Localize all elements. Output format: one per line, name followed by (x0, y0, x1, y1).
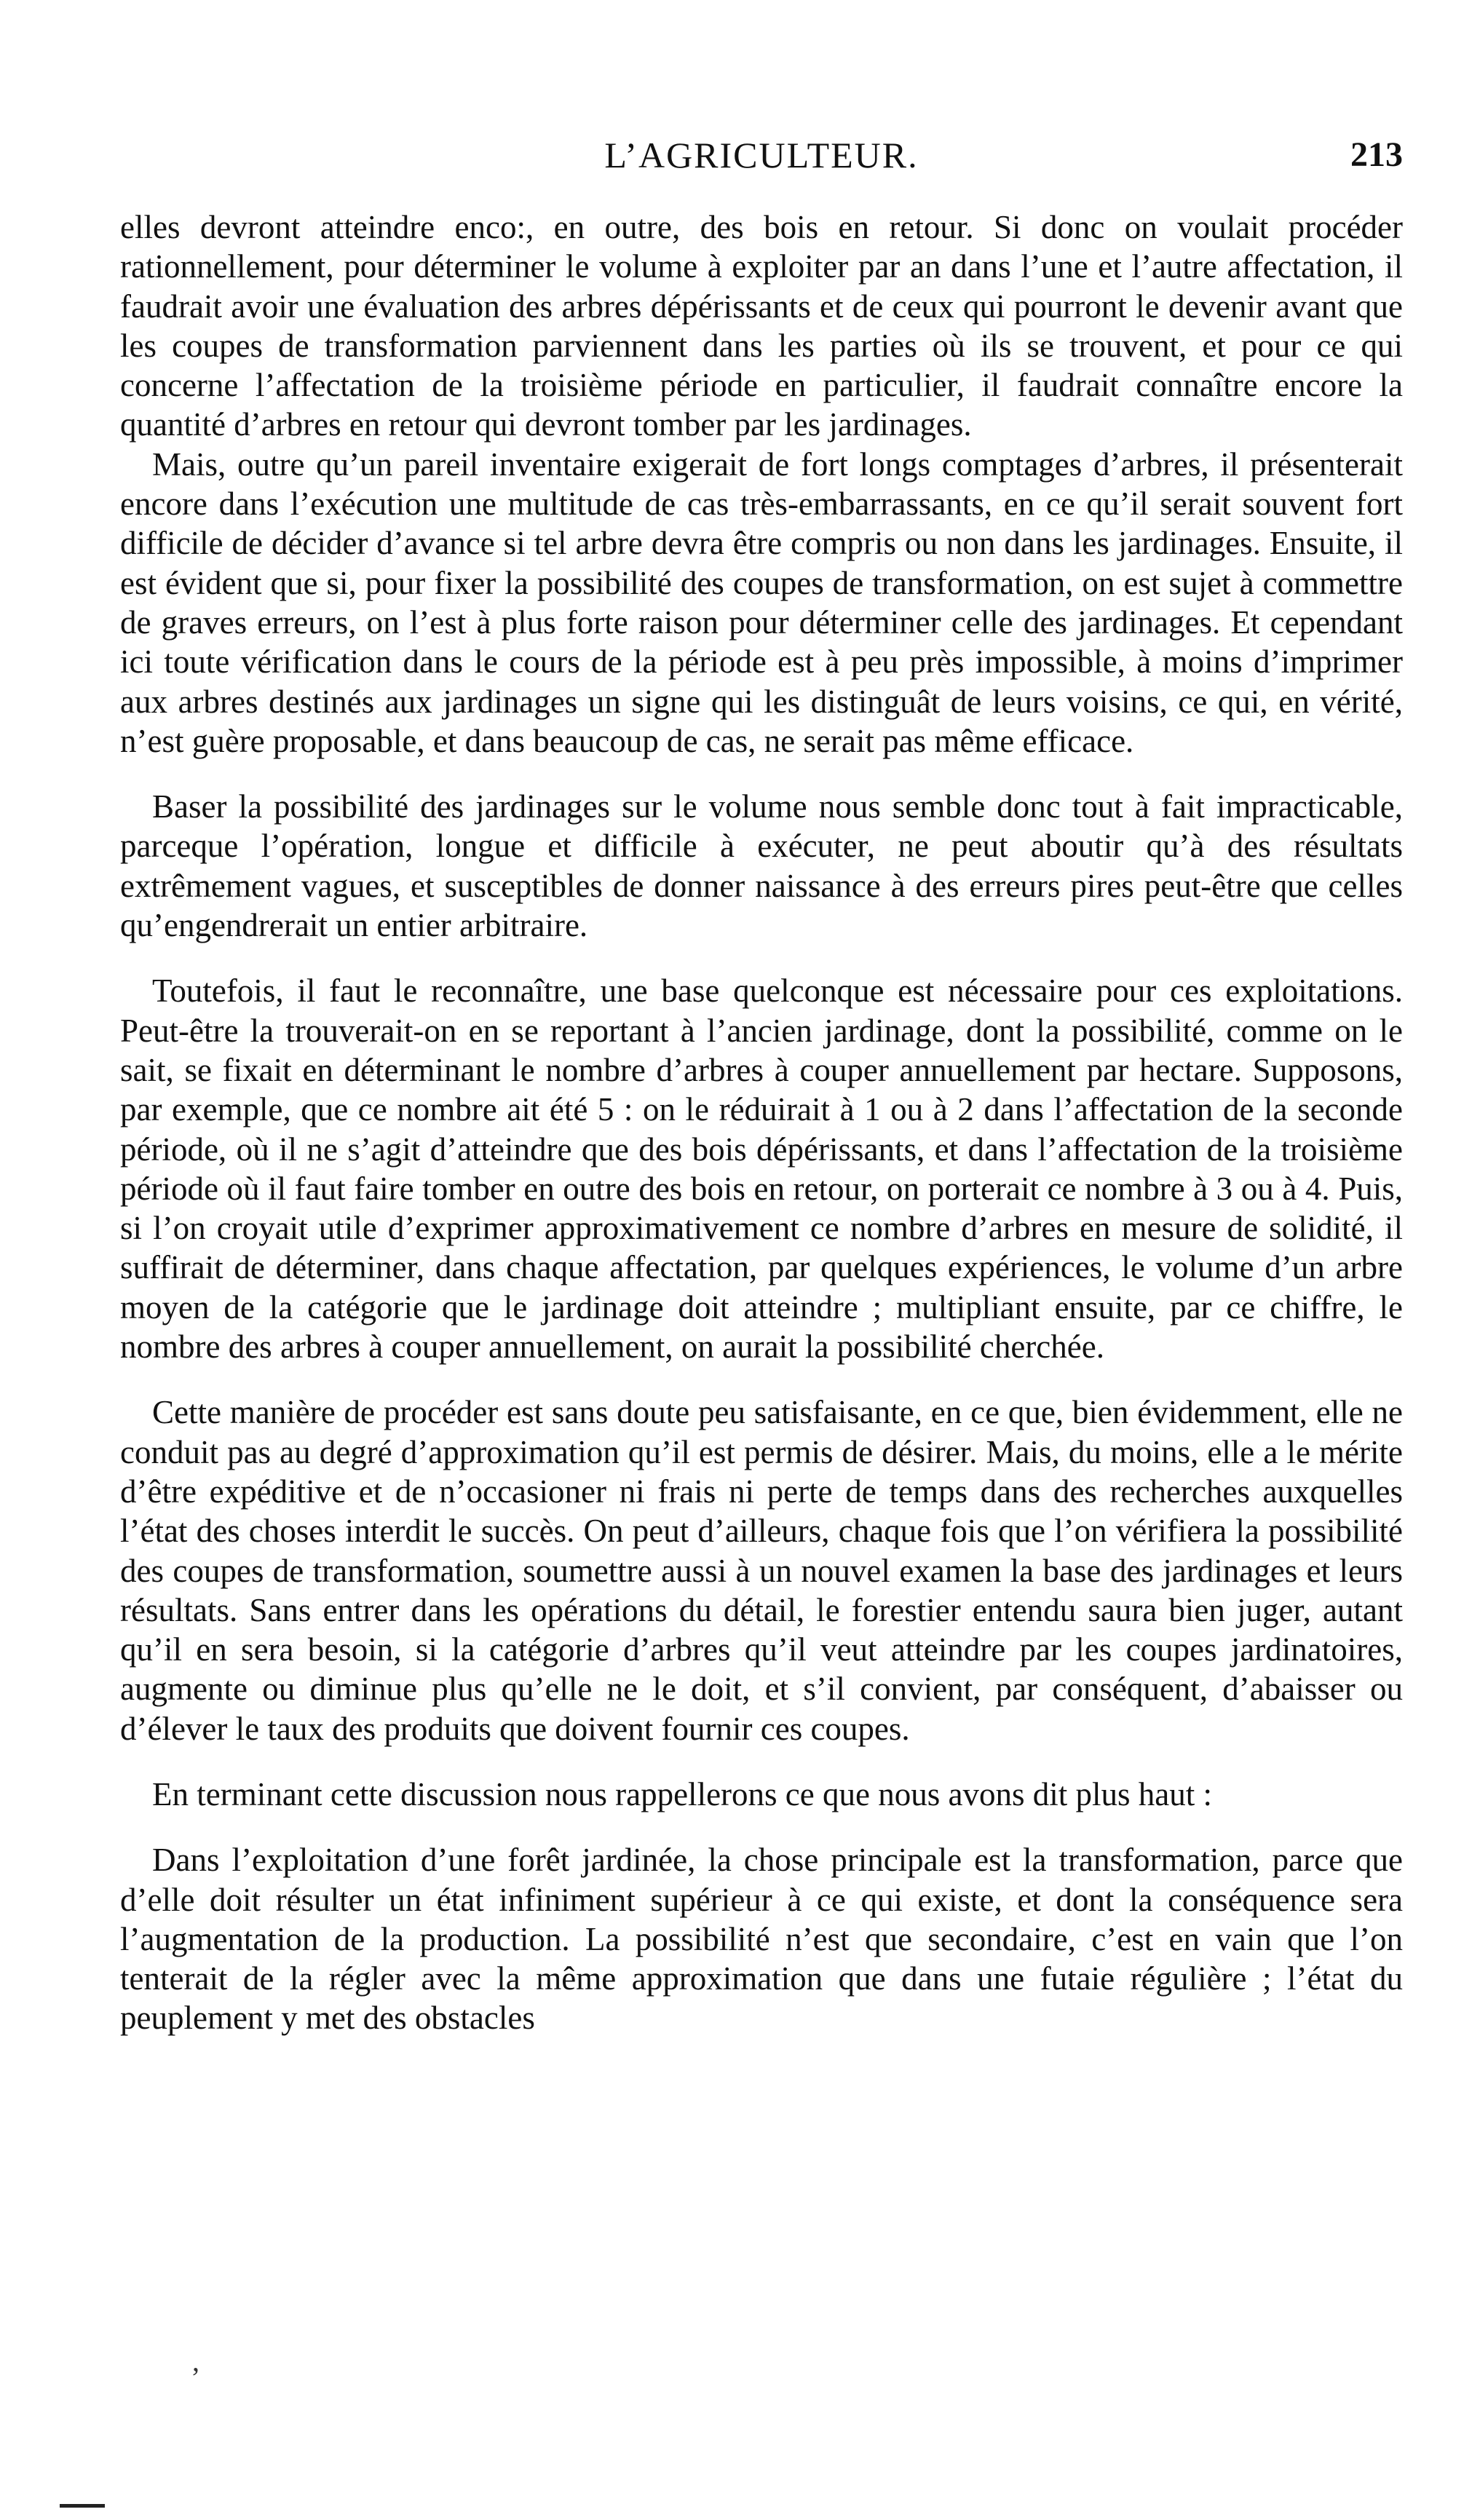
paragraph-1: elles devront atteindre enco​:, en outre, des bois en retour. Si donc on voulait procéder rationnellement, pour déterminer le volume à exploiter par an dans l’une et l’autre affectation, il faudrait avoir une évaluation des arbres dépérissants et de ceux qui pourront le devenir avant que les coupes de transformation parviennent dans les parties où ils se trouvent, et pour ce qui concerne l’affectation de la troisième période en particulier, il faudrait connaître encore la quantité d’arbres en retour qui devront tomber par les jardinages. (120, 209, 1403, 443)
paragraph-6: En terminant cette discussion nous rappellerons ce que nous avons dit plus haut : (152, 1775, 1212, 1812)
paragraph-2: Mais, outre qu’un pareil inventaire exigerait de fort longs comptages d’arbres, il présenterait encore dans l’exécution une multitude de cas très-embarrassants, en ce qu’il serait souvent fort difficile de décider d’avance si tel arbre devra être compris ou non dans les jardinages. Ensuite, il est évident que si, pour fixer la possibilité des coupes de transformation, on est sujet à commettre de graves erreurs, on l’est à plus forte raison pour déterminer celle des jardinages. Et cependant ici toute vérification dans le cours de la période est à peu près impossible, à moins d’imprimer aux arbres destinés aux jardinages un signe qui les distinguât de leurs voisins, ce qui, en vérité, n’est guère proposable, et dans beaucoup de cas, ne serait pas même efficace. (120, 445, 1403, 759)
body-text (120, 207, 1403, 2038)
stray-mark: ʼ (191, 2361, 201, 2394)
paragraph-7: Dans l’exploitation d’une forêt jardinée, la chose principale est la transformation, parce que d’elle doit résulter un état infiniment supérieur à ce qui existe, et dont la conséquence sera l’augmentation de la production. La possibilité n’est que secondaire, c’est en vain que l’on tenterait de la régler avec la même approximation que dans une futaie régulière ; l’état du peuplement y met des obstacles (120, 1842, 1403, 2037)
page-header (120, 130, 1403, 181)
page-number: 213 (1350, 135, 1403, 174)
running-title: L’AGRICULTEUR. (604, 135, 919, 175)
paragraph-4: Toutefois, il faut le reconnaître, une base quelconque est nécessaire pour ces exploitations. Peut-être la trouverait-on en se reportant à l’ancien jardinage, dont la possibilité, comme on le sait, se fixait en déterminant le nombre d’arbres à couper annuellement par hectare. Supposons, par exemple, que ce nombre ait été 5 : on le réduirait à 1 ou à 2 dans l’affectation de la seconde période, où il ne s’agit d’atteindre que des bois dépérissants, et dans l’affectation de la troisième période où il faut faire tomber en outre des bois en retour, on porterait ce nombre à 3 ou à 4. Puis, si l’on croyait utile d’exprimer approximativement ce nombre d’arbres en mesure de solidité, il suffirait de déterminer, dans chaque affectation, par quelques expériences, le volume d’un arbre moyen de la catégorie que le jardinage doit atteindre ; multipliant ensuite, par ce chiffre, le nombre des arbres à couper annuellement, on aurait la possibilité cherchée. (120, 972, 1403, 1366)
footer-rule (60, 2504, 105, 2508)
paragraph-3: Baser la possibilité des jardinages sur le volume nous semble donc tout à fait impracticable, parceque l’opération, longue et difficile à exécuter, ne peut aboutir qu’à des résultats extrêmement vagues, et susceptibles de donner naissance à des erreurs pires peut-être que celles qu’engendrerait un entier arbitraire. (120, 788, 1403, 944)
paragraph-5: Cette manière de procéder est sans doute peu satisfaisante, en ce que, bien évidemment, elle ne conduit pas au degré d’approximation qu’il est permis de désirer. Mais, du moins, elle a le mérite d’être expéditive et de n’occasioner ni frais ni perte de temps dans des recherches auxquelles l’état des choses interdit le succès. On peut d’ailleurs, chaque fois que l’on vérifiera la possibilité des coupes de transformation, soumettre aussi à un nouvel examen la base des jardinages et leurs résultats. Sans entrer dans les opérations du détail, le forestier entendu saura bien juger, autant qu’il en sera besoin, si la catégorie d’arbres qu’il veut atteindre par les coupes jardinatoires, augmente ou diminue plus qu’elle ne le doit, et s’il convient, par conséquent, d’abaisser ou d’élever le taux des produits que doivent fournir ces coupes. (120, 1394, 1403, 1747)
